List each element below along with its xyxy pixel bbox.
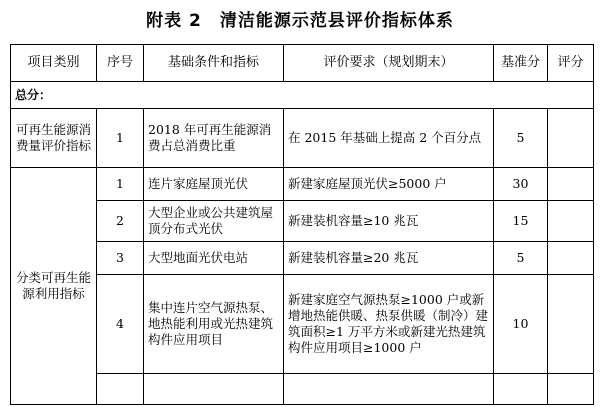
row-no: 1 [97,109,144,168]
table-row [11,168,594,201]
row-score[interactable] [548,109,594,168]
row-score[interactable] [548,275,594,374]
row-condition: 集中连片空气源热泵、地热能利用或光热建筑构件应用项目 [144,275,284,374]
row-no: 2 [97,201,144,242]
row-category: 分类可再生能源利用指标 [11,168,97,405]
row-condition: 大型地面光伏电站 [144,242,284,275]
row-condition [144,374,284,405]
header-requirement: 评价要求（规划期末） [284,45,494,82]
evaluation-table [10,44,594,405]
total-label: 总分： [11,82,144,109]
row-no [97,374,144,405]
row-score[interactable] [548,168,594,201]
table-row [11,109,594,168]
row-base-score: 5 [494,242,548,275]
header-base-score: 基准分 [494,45,548,82]
row-no: 4 [97,275,144,374]
header-category: 项目类别 [11,45,97,82]
row-score[interactable] [548,242,594,275]
header-score: 评分 [548,45,594,82]
row-requirement [284,374,494,405]
row-condition: 2018 年可再生能源消费占总消费比重 [144,109,284,168]
row-requirement: 在 2015 年基础上提高 2 个百分点 [284,109,494,168]
row-base-score: 10 [494,275,548,374]
row-base-score: 30 [494,168,548,201]
row-requirement: 新建家庭屋顶光伏≥5000 户 [284,168,494,201]
row-no: 3 [97,242,144,275]
row-no: 1 [97,168,144,201]
row-requirement: 新建装机容量≥10 兆瓦 [284,201,494,242]
row-requirement: 新建家庭空气源热泵≥1000 户或新增地热能供暖、热泵供暖（制冷）建筑面积≥1 万平方米或新建光热建筑构件应用项目≥1000 户 [284,275,494,374]
header-no: 序号 [97,45,144,82]
table-row [11,242,594,275]
page-title: 附表 2 清洁能源示范县评价指标体系 [146,11,454,31]
row-score[interactable] [548,374,594,405]
total-row [11,82,594,109]
row-condition: 连片家庭屋顶光伏 [144,168,284,201]
row-category: 可再生能源消费量评价指标 [11,109,97,168]
header-row [11,45,594,82]
row-score[interactable] [548,201,594,242]
row-base-score: 5 [494,109,548,168]
table-row [11,201,594,242]
row-base-score: 15 [494,201,548,242]
row-base-score [494,374,548,405]
table-row [11,374,594,405]
header-condition: 基础条件和指标 [144,45,284,82]
row-requirement: 新建装机容量≥20 兆瓦 [284,242,494,275]
row-condition: 大型企业或公共建筑屋顶分布式光伏 [144,201,284,242]
table-row [11,275,594,374]
total-value [144,82,594,109]
